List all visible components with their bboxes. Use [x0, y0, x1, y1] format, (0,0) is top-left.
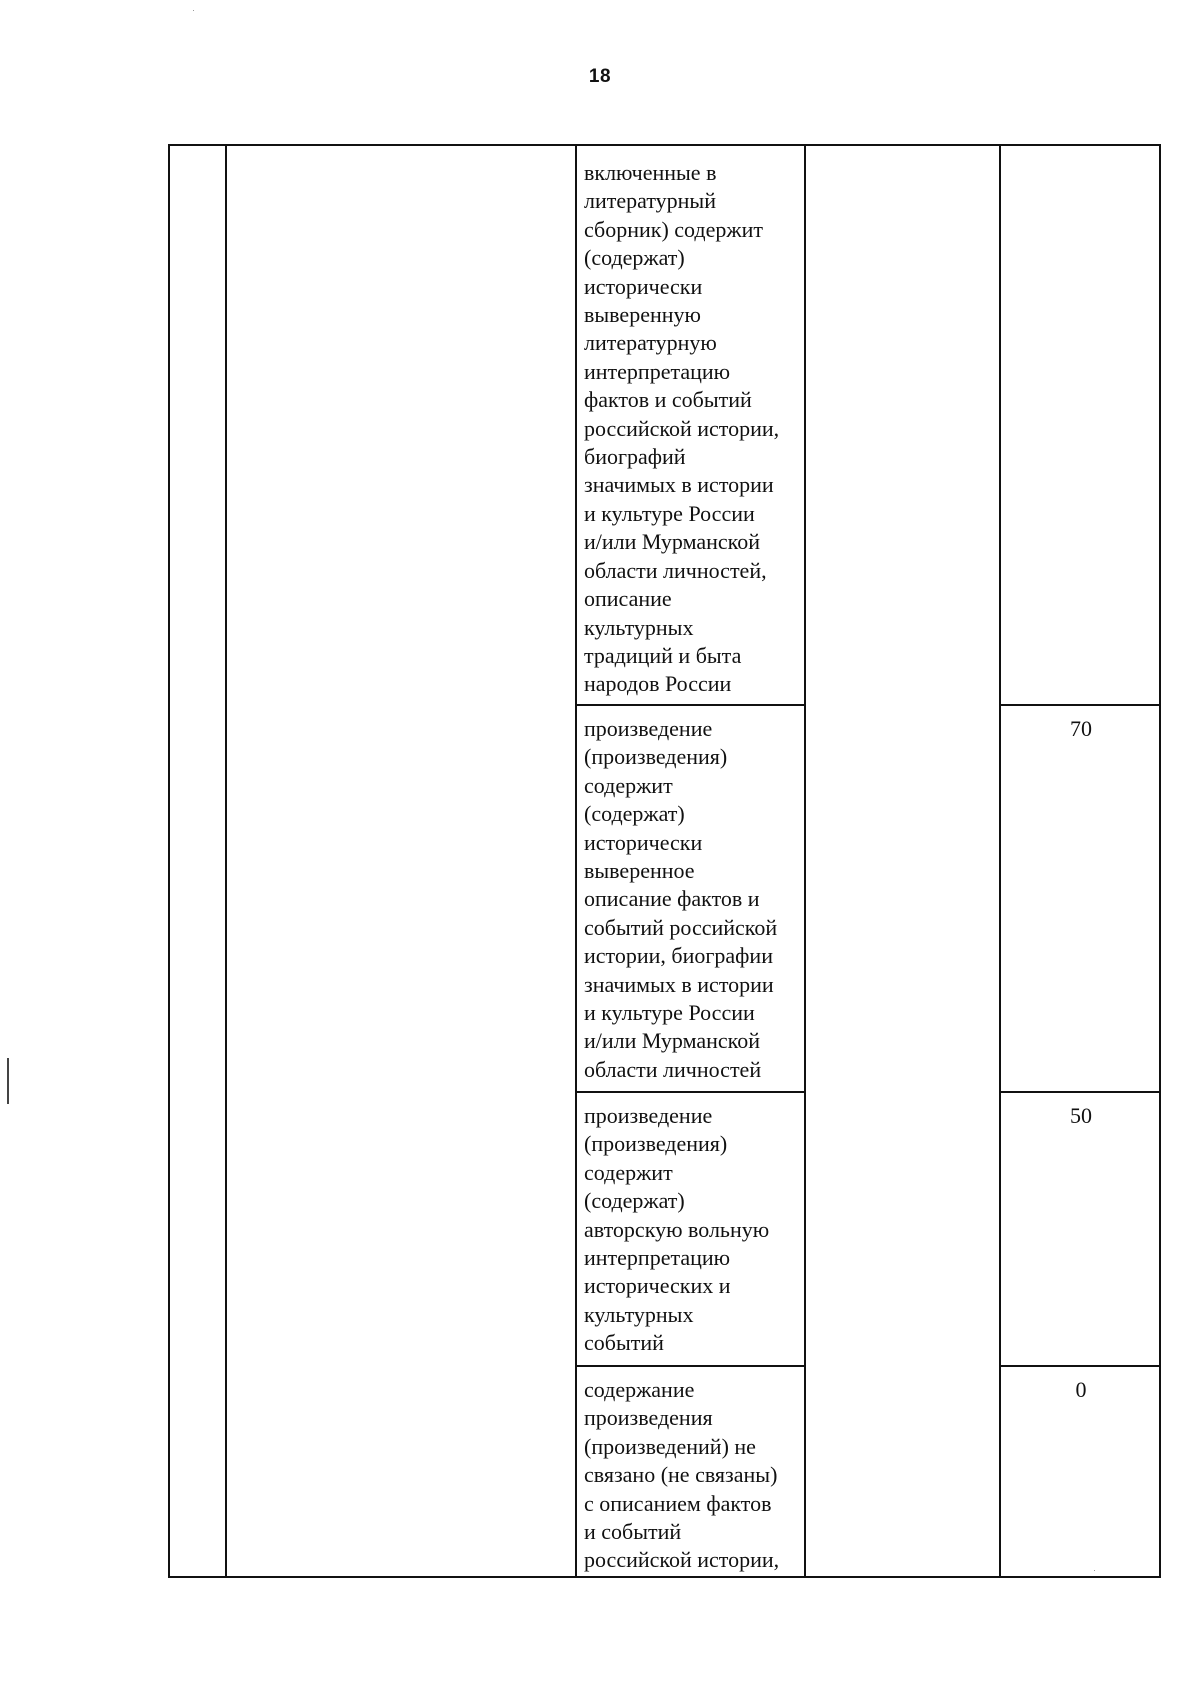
- criterion-cell: содержание произведения (произведений) не связано (не связаны) с описанием фактов и событий российской истории,: [584, 1377, 780, 1573]
- column-divider: [804, 146, 806, 1576]
- criterion-cell: произведение (произведения) содержит (содержат) авторскую вольную интерпретацию исторических и культурных событий: [584, 1103, 770, 1356]
- score-cell: 0: [1075, 1377, 1087, 1402]
- column-divider: [225, 146, 227, 1576]
- score-cell: 70: [1070, 716, 1092, 741]
- row-divider-score: [999, 1091, 1159, 1093]
- row-divider-criterion: [575, 704, 806, 706]
- column-divider: [999, 146, 1001, 1576]
- scan-mark: [7, 1058, 9, 1104]
- row-divider-criterion: [575, 1365, 806, 1367]
- criteria-table: [168, 144, 1161, 1578]
- page-number: 18: [588, 66, 612, 87]
- row-divider-criterion: [575, 1091, 806, 1093]
- row-divider-score: [999, 1365, 1159, 1367]
- column-divider: [575, 146, 577, 1576]
- row-divider-score: [999, 704, 1159, 706]
- scan-speck: [193, 10, 194, 11]
- criterion-cell: произведение (произведения) содержит (содержат) исторически выверенное описание фактов и событий российской истории, биографии значимых в истории и культуре России и/или Мурманской области личностей: [584, 716, 778, 1082]
- criterion-cell: включенные в литературный сборник) содержит (содержат) исторически выверенную литературную интерпретацию фактов и событий российской истории, биографий значимых в истории и культуре России и/или Мурманской области личностей, описание культурных традиций и быта народов России: [584, 160, 780, 697]
- score-cell: 50: [1070, 1103, 1092, 1128]
